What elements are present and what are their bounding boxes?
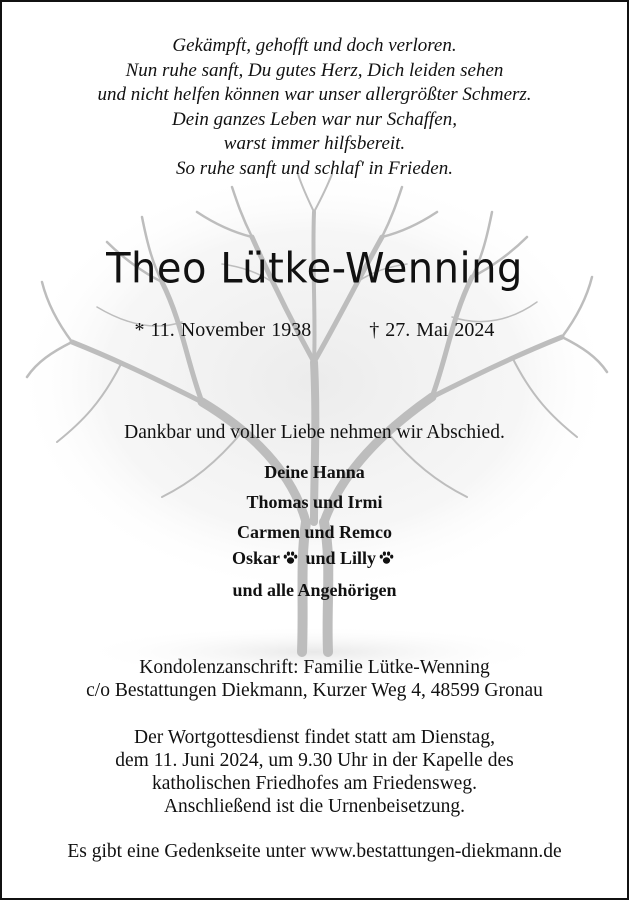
memorial-page-info: Es gibt eine Gedenkseite unter www.bestattungen-diekmann.de (67, 841, 562, 862)
life-dates (2, 319, 627, 342)
poem-line: Nun ruhe sanft, Du gutes Herz, Dich leiden sehen (125, 59, 504, 81)
pet-name: Oskar (231, 548, 280, 568)
paw-icon (283, 551, 298, 565)
service-line: katholischen Friedhofes am Friedensweg. (152, 773, 477, 794)
pet-join: und Lilly (305, 548, 377, 568)
poem-line: und nicht helfen können war unser allergrößter Schmerz. (97, 84, 532, 105)
condolence-address (2, 656, 627, 702)
poem-line: So ruhe sanft und schlaf' in Frieden. (176, 157, 453, 179)
service-line: dem 11. Juni 2024, um 9.30 Uhr in der Kapelle des (115, 750, 514, 771)
address-line: c/o Bestattungen Diekmann, Kurzer Weg 4, 48599 Gronau (86, 680, 543, 701)
death-date: † 27. Mai 2024 (369, 319, 495, 341)
birth-date: * 11. November 1938 (134, 319, 312, 341)
poem (2, 34, 627, 181)
service-info (2, 726, 627, 818)
poem-line: Gekämpft, gehofft und doch verloren. (172, 35, 457, 56)
mourner-line: und alle Angehörigen (232, 580, 397, 600)
service-line: Der Wortgottesdienst findet statt am Dienstag, (134, 727, 495, 748)
mourner-line: Deine Hanna (264, 462, 365, 482)
mourners-list (2, 457, 627, 605)
deceased-name: Theo Lütke-Wenning (106, 244, 523, 294)
farewell-text: Dankbar und voller Liebe nehmen wir Abschied. (124, 422, 505, 443)
service-line: Anschließend ist die Urnenbeisetzung. (163, 796, 466, 817)
poem-line: warst immer hilfsbereit. (223, 133, 406, 154)
mourner-line: Carmen und Remco (237, 522, 392, 542)
mourner-line-pets (2, 543, 627, 569)
paw-icon (379, 551, 394, 565)
address-line: Kondolenzanschrift: Familie Lütke-Wenning (139, 657, 490, 678)
poem-line: Dein ganzes Leben war nur Schaffen, (172, 108, 457, 130)
mourner-line: Thomas und Irmi (246, 492, 383, 512)
